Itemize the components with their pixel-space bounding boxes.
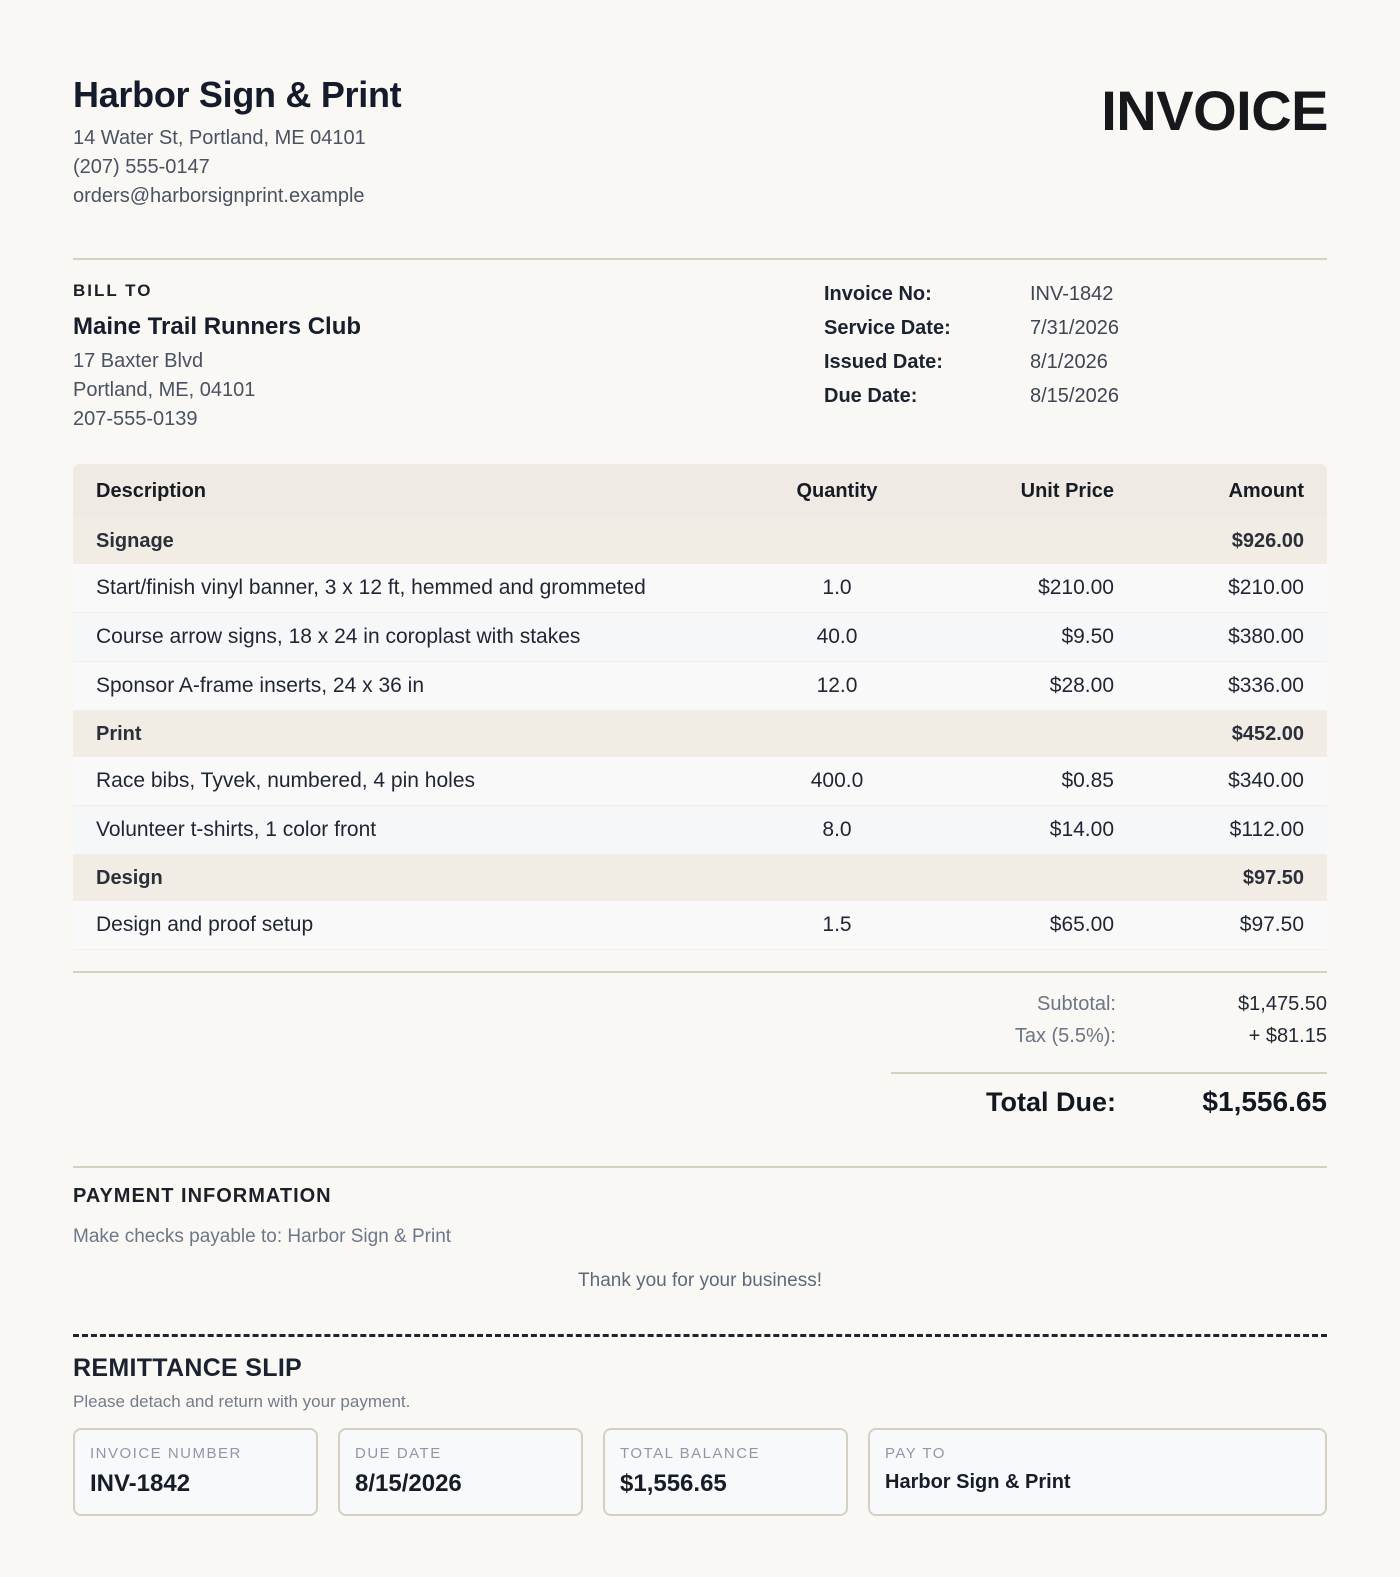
meta-row-service-date (824, 311, 1119, 345)
item-quantity: 1.5 (822, 913, 852, 936)
item-amount: $112.00 (1229, 818, 1304, 841)
meta-row-due-date (824, 379, 1119, 413)
meta-row-issued-date (824, 345, 1119, 379)
item-quantity: 8.0 (822, 818, 852, 841)
item-quantity: 12.0 (816, 674, 858, 697)
table-row (73, 613, 1327, 662)
group-name: Print (96, 722, 142, 745)
item-amount: $340.00 (1228, 769, 1304, 792)
company-address: 14 Water St, Portland, ME 04101 (73, 127, 366, 149)
item-quantity: 400.0 (810, 769, 864, 792)
meta-value: 7/31/2026 (1030, 316, 1119, 339)
box-label: INVOICE NUMBER (90, 1445, 242, 1462)
company-email: orders@harborsignprint.example (73, 185, 365, 207)
total-due-value: $1,556.65 (1202, 1086, 1327, 1117)
detach-line (73, 1334, 1327, 1337)
item-unit-price: $9.50 (1061, 625, 1114, 648)
payment-divider (73, 1166, 1327, 1168)
item-quantity: 40.0 (816, 625, 858, 648)
meta-value: INV-1842 (1030, 282, 1114, 305)
item-quantity: 1.0 (822, 576, 852, 599)
thank-you-note: Thank you for your business! (578, 1270, 822, 1291)
meta-label: Service Date: (824, 316, 951, 339)
remittance-pay-to (868, 1428, 1327, 1516)
client-name: Maine Trail Runners Club (73, 313, 362, 340)
column-header-unit-price: Unit Price (1020, 479, 1114, 502)
item-amount: $97.50 (1239, 913, 1304, 936)
line-items-table (73, 464, 1327, 950)
box-value: 8/15/2026 (355, 1470, 462, 1497)
table-row (73, 806, 1327, 855)
invoice-meta (824, 277, 1119, 413)
header-divider (73, 258, 1327, 260)
item-description: Design and proof setup (96, 913, 314, 936)
client-street: 17 Baxter Blvd (73, 350, 204, 372)
remittance-title: REMITTANCE SLIP (73, 1354, 303, 1382)
group-total: $926.00 (1231, 529, 1304, 552)
item-unit-price: $65.00 (1049, 913, 1114, 936)
subtotal-value: $1,475.50 (1238, 993, 1327, 1015)
box-label: PAY TO (885, 1445, 946, 1462)
item-description: Volunteer t-shirts, 1 color front (96, 818, 377, 841)
payment-note: Make checks payable to: Harbor Sign & Print (73, 1226, 452, 1247)
column-header-amount: Amount (1228, 479, 1304, 502)
group-name: Signage (96, 529, 174, 552)
item-description: Start/finish vinyl banner, 3 x 12 ft, hemmed and grommeted (96, 576, 646, 599)
remittance-invoice-number (73, 1428, 318, 1516)
subtotal-label: Subtotal: (1037, 993, 1116, 1015)
group-name: Design (96, 866, 163, 889)
group-total: $97.50 (1242, 866, 1304, 889)
tax-value: + $81.15 (1248, 1025, 1327, 1047)
item-amount: $380.00 (1228, 625, 1304, 648)
table-row (73, 757, 1327, 806)
item-unit-price: $28.00 (1049, 674, 1114, 697)
group-row (73, 711, 1327, 757)
total-due-label: Total Due: (986, 1087, 1116, 1117)
item-description: Course arrow signs, 18 x 24 in coroplast with stakes (96, 625, 581, 648)
item-amount: $210.00 (1228, 576, 1304, 599)
box-value: Harbor Sign & Print (885, 1471, 1071, 1493)
table-row (73, 662, 1327, 711)
meta-value: 8/1/2026 (1030, 350, 1108, 373)
meta-label: Due Date: (824, 384, 918, 407)
remittance-due-date (338, 1428, 583, 1516)
meta-label: Invoice No: (824, 282, 932, 305)
group-total: $452.00 (1231, 722, 1304, 745)
invoice-title: INVOICE (1101, 79, 1328, 142)
box-label: TOTAL BALANCE (620, 1445, 761, 1462)
box-value: INV-1842 (90, 1470, 191, 1497)
column-header-quantity: Quantity (796, 479, 878, 502)
meta-value: 8/15/2026 (1030, 384, 1119, 407)
payment-heading: PAYMENT INFORMATION (73, 1185, 332, 1207)
group-row (73, 518, 1327, 564)
company-name: Harbor Sign & Print (73, 74, 402, 115)
item-unit-price: $0.85 (1061, 769, 1114, 792)
box-label: DUE DATE (355, 1445, 442, 1462)
item-unit-price: $210.00 (1038, 576, 1114, 599)
table-header (73, 464, 1327, 518)
table-row (73, 564, 1327, 613)
remittance-total-balance (603, 1428, 848, 1516)
item-unit-price: $14.00 (1049, 818, 1114, 841)
client-city: Portland, ME, 04101 (73, 379, 256, 401)
client-phone: 207-555-0139 (73, 408, 198, 430)
tax-label: Tax (5.5%): (1014, 1025, 1116, 1047)
table-divider (73, 971, 1327, 973)
box-value: $1,556.65 (620, 1470, 727, 1497)
totals-divider (891, 1072, 1327, 1074)
column-header-description: Description (96, 479, 207, 502)
bill-to-label: BILL TO (73, 281, 153, 300)
meta-label: Issued Date: (824, 350, 943, 373)
item-description: Race bibs, Tyvek, numbered, 4 pin holes (96, 769, 475, 792)
remittance-subtitle: Please detach and return with your payment. (73, 1392, 411, 1411)
item-amount: $336.00 (1228, 674, 1304, 697)
item-description: Sponsor A-frame inserts, 24 x 36 in (96, 674, 424, 697)
group-row (73, 855, 1327, 901)
table-row (73, 901, 1327, 950)
meta-row-invoice-no (824, 277, 1119, 311)
company-phone: (207) 555-0147 (73, 156, 210, 178)
